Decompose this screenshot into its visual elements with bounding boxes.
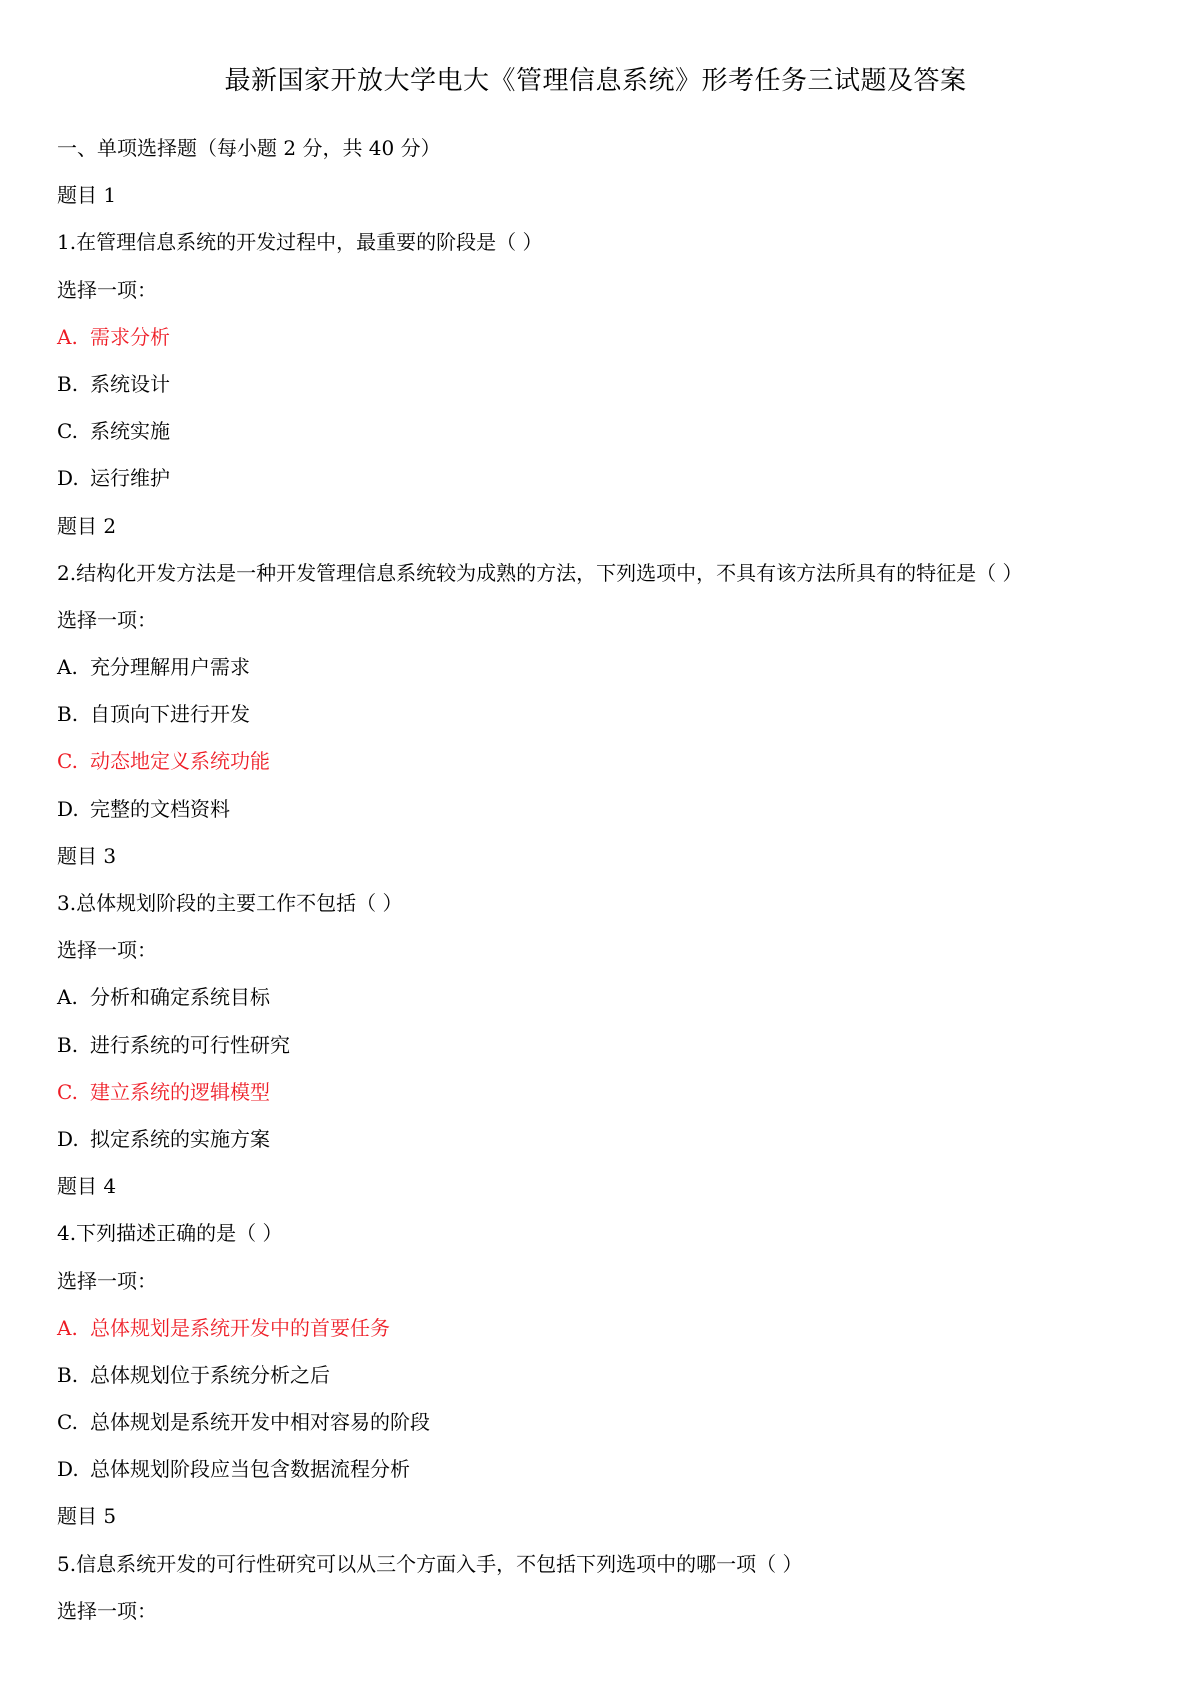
- option-c: [57, 408, 1157, 455]
- choose-label: 选择一项：: [57, 607, 157, 632]
- option-letter: A.: [57, 655, 78, 680]
- option-text: 总体规划阶段应当包含数据流程分析: [90, 1457, 410, 1482]
- option-c: [57, 1399, 1157, 1446]
- choose-label: 选择一项：: [57, 1598, 157, 1623]
- option-letter: D.: [57, 796, 79, 821]
- question-number: 题目 5: [57, 1504, 117, 1529]
- option-text: 总体规划是系统开发中的首要任务: [90, 1315, 390, 1340]
- option-text: 自顶向下进行开发: [90, 702, 250, 727]
- option-text: 拟定系统的实施方案: [90, 1126, 270, 1151]
- option-text: 系统设计: [90, 371, 170, 396]
- option-b: [57, 691, 1157, 738]
- option-text: 总体规划位于系统分析之后: [90, 1362, 330, 1387]
- option-letter: D.: [57, 466, 79, 491]
- option-letter: C.: [57, 749, 78, 774]
- section-heading: 一、单项选择题（每小题 2 分，共 40 分）: [57, 136, 441, 160]
- option-text: 建立系统的逻辑模型: [90, 1079, 270, 1104]
- option-text: 动态地定义系统功能: [90, 749, 270, 774]
- option-letter: B.: [57, 702, 79, 727]
- option-letter: D.: [57, 1126, 79, 1151]
- option-a-correct: [57, 314, 1157, 361]
- option-text: 系统实施: [90, 419, 170, 444]
- question-text: 4.下列描述正确的是（ ）: [57, 1221, 283, 1246]
- option-text: 需求分析: [90, 324, 170, 349]
- choose-label: 选择一项：: [57, 277, 157, 302]
- option-b: [57, 361, 1157, 408]
- question-text: 5.信息系统开发的可行性研究可以从三个方面入手，不包括下列选项中的哪一项（ ）: [57, 1551, 803, 1576]
- option-text: 充分理解用户需求: [90, 655, 250, 680]
- question-text: 1.在管理信息系统的开发过程中，最重要的阶段是（ ）: [57, 230, 543, 255]
- option-text: 运行维护: [90, 466, 170, 491]
- question-text: 3.总体规划阶段的主要工作不包括（ ）: [57, 891, 403, 915]
- option-letter: A.: [57, 1315, 78, 1340]
- option-d: [57, 786, 1157, 833]
- option-letter: D.: [57, 1457, 79, 1482]
- choose-label: 选择一项：: [57, 1268, 157, 1293]
- question-number: 题目 3: [57, 843, 117, 868]
- option-letter: C.: [57, 419, 78, 444]
- option-letter: B.: [57, 1362, 79, 1387]
- question-text: 2.结构化开发方法是一种开发管理信息系统较为成熟的方法，下列选项中，不具有该方法所具有的特征是（ ）: [57, 560, 1023, 585]
- page-title: 最新国家开放大学电大《管理信息系统》形考任务三试题及答案: [224, 66, 967, 96]
- document-body: [57, 125, 1157, 1635]
- option-text: 总体规划是系统开发中相对容易的阶段: [90, 1410, 430, 1435]
- option-letter: B.: [57, 1032, 79, 1057]
- option-text: 进行系统的可行性研究: [90, 1032, 290, 1057]
- option-b: [57, 1022, 1157, 1069]
- question-number: 题目 2: [57, 513, 117, 538]
- choose-label: 选择一项：: [57, 938, 157, 963]
- option-a: [57, 974, 1157, 1021]
- option-text: 分析和确定系统目标: [90, 985, 270, 1010]
- question-number: 题目 4: [57, 1174, 117, 1199]
- option-d: [57, 1446, 1157, 1493]
- option-d: [57, 455, 1157, 502]
- option-letter: C.: [57, 1079, 78, 1104]
- option-letter: C.: [57, 1410, 78, 1435]
- option-letter: A.: [57, 985, 78, 1010]
- option-a-correct: [57, 1305, 1157, 1352]
- option-text: 完整的文档资料: [90, 796, 230, 821]
- option-c-correct: [57, 1069, 1157, 1116]
- option-d: [57, 1116, 1157, 1163]
- option-b: [57, 1352, 1157, 1399]
- question-number: 题目 1: [57, 183, 117, 208]
- option-a: [57, 644, 1157, 691]
- option-c-correct: [57, 738, 1157, 785]
- option-letter: A.: [57, 324, 78, 349]
- option-letter: B.: [57, 371, 79, 396]
